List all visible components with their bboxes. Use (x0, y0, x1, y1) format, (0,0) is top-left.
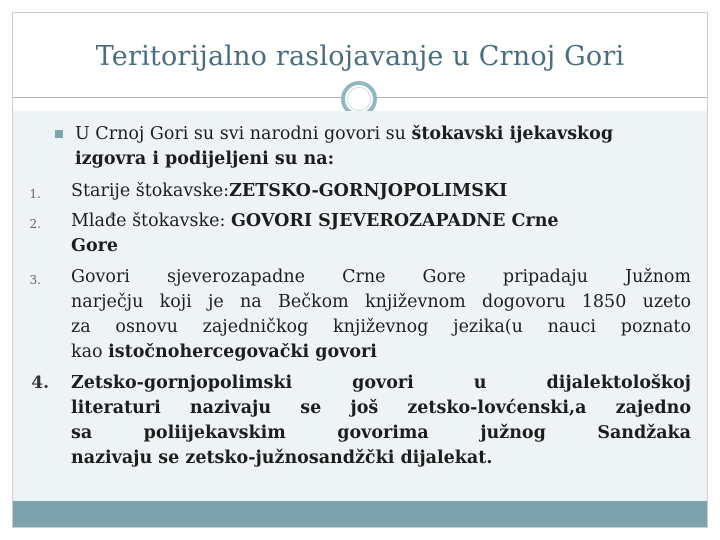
square-bullet-icon (55, 130, 63, 138)
item-1-text: Starije štokavske: (71, 181, 230, 201)
item-1-bold: ZETSKO-GORNJOPOLIMSKI (229, 181, 508, 201)
item-3-last-text: kao (71, 342, 109, 362)
item-2-bold-2: Gore (71, 236, 118, 256)
item-3-line-2: narječju koji je na Bečkom književnom dogovoru 1850 uzeto (71, 292, 691, 312)
item-4-line-3: sa poliijekavskim govorima južnog Sandžaka (71, 423, 691, 443)
footer-bar (13, 501, 707, 527)
item-3-line-1: Govori sjeverozapadne Crne Gore pripadaju Južnom (71, 267, 691, 287)
list-number: 2. (29, 217, 41, 231)
item-3-line-3: za osnovu zajedničkog književnog jezika(u nauci poznato (71, 317, 691, 337)
intro-text: U Crnoj Gori su svi narodni govori su (75, 124, 412, 144)
slide (12, 12, 708, 528)
item-2-text: Mlađe štokavske: (71, 211, 231, 231)
item-2-bold: GOVORI SJEVEROZAPADNE Crne (230, 211, 559, 231)
slide-title: Teritorijalno raslojavanje u Crnoj Gori (95, 41, 625, 72)
intro-bold: štokavski ijekavskog (411, 124, 614, 144)
item-4-line-2: literaturi nazivaju se još zetsko-lovćenski,a zajedno (71, 398, 691, 418)
item-4-line-4: nazivaju se zetsko-južnosandžčki dijalekat. (71, 448, 493, 468)
item-4-line-1: Zetsko-gornjopolimski govori u dijalektološkoj (71, 373, 691, 393)
list-number: 1. (29, 187, 41, 201)
intro-bold-2: izgovra i podijeljeni su na: (75, 149, 335, 169)
content-area (13, 111, 707, 501)
list-number: 3. (29, 273, 41, 287)
list-number: 4. (31, 373, 49, 393)
item-3-last-bold: istočnohercegovački govori (108, 342, 377, 362)
